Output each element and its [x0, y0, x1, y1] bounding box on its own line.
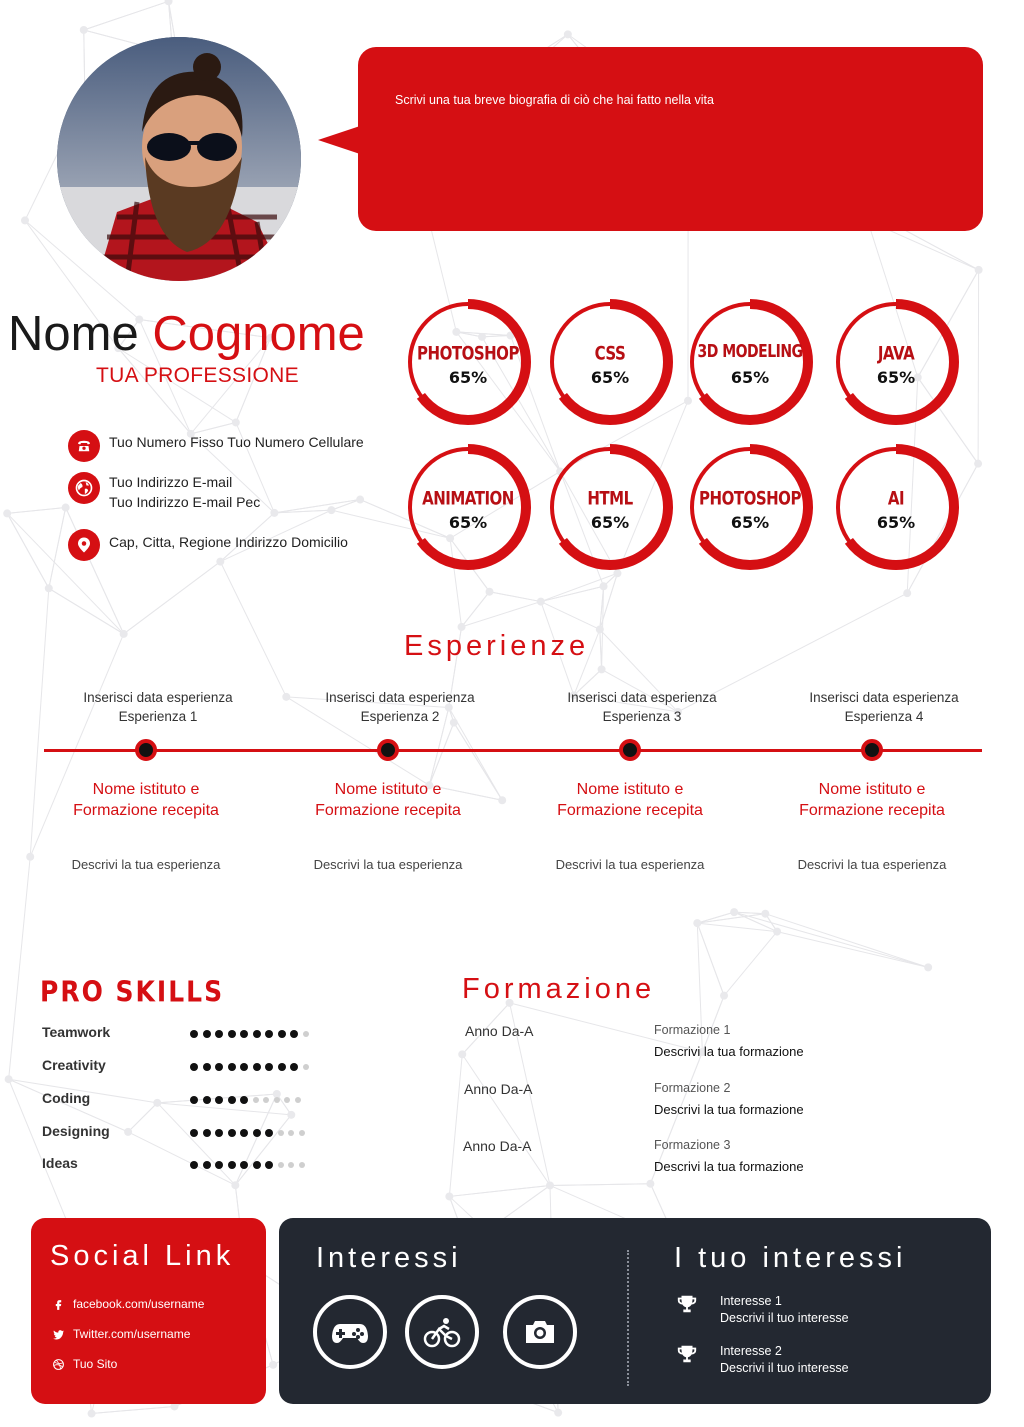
rating-dot-filled [228, 1030, 236, 1038]
timeline-dot [377, 739, 399, 761]
skill-ring [832, 298, 960, 426]
experience-institute: Nome istituto e [334, 781, 442, 798]
rating-dot-empty [278, 1162, 284, 1168]
skill-ring-percent: 65% [590, 368, 630, 387]
experience-training: Formazione recepita [315, 802, 461, 819]
rating-dot-filled [190, 1161, 198, 1169]
social-title: Social Link [50, 1240, 235, 1272]
rating-dot-empty [295, 1097, 301, 1103]
rating-dot-filled [215, 1129, 223, 1137]
experience-institute: Nome istituto e [92, 781, 200, 798]
bicycle-icon [405, 1295, 479, 1369]
rating-dot-filled [253, 1063, 261, 1071]
rating-dot-filled [203, 1096, 211, 1104]
address-text: Cap, Citta, Regione Indirizzo Domicilio [109, 534, 348, 550]
skill-ring-percent: 65% [448, 368, 488, 387]
experience-date: Inserisci data esperienza [809, 690, 959, 705]
email-text-1: Tuo Indirizzo E-mail [109, 474, 233, 490]
rating-dot-empty [253, 1097, 259, 1103]
rating-dot-filled [265, 1161, 273, 1169]
rating-dot-filled [190, 1096, 198, 1104]
skill-ring [404, 298, 532, 426]
skill-ring-percent: 65% [730, 368, 770, 387]
rating-dot-empty [288, 1130, 294, 1136]
rating-dot-filled [215, 1030, 223, 1038]
skill-ring-label: ANIMATION [422, 486, 514, 510]
rating-dot-filled [203, 1063, 211, 1071]
rating-dot-filled [203, 1161, 211, 1169]
skill-ring-label: 3D MODELING [697, 342, 803, 362]
interest-desc: Descrivi il tuo interesse [720, 1311, 849, 1325]
social-link-text: Tuo Sito [73, 1357, 118, 1371]
rating-dot-empty [263, 1097, 269, 1103]
education-years: Anno Da-A [463, 1138, 532, 1154]
pro-skill-rating [190, 1161, 305, 1169]
facebook-icon [52, 1298, 65, 1311]
experience-training: Formazione recepita [73, 802, 219, 819]
rating-dot-empty [299, 1162, 305, 1168]
skill-ring-percent: 65% [590, 513, 630, 532]
rating-dot-filled [290, 1063, 298, 1071]
location-pin-icon [68, 529, 100, 561]
timeline-line [44, 749, 982, 752]
rating-dot-empty [274, 1097, 280, 1103]
rating-dot-filled [265, 1030, 273, 1038]
last-name: Cognome [152, 307, 365, 361]
full-name [8, 306, 365, 362]
skill-ring-label: PHOTOSHOP [699, 486, 801, 510]
experience-name: Esperienza 3 [602, 709, 682, 724]
experience-date: Inserisci data esperienza [83, 690, 233, 705]
skill-ring-percent: 65% [876, 513, 916, 532]
skill-ring [546, 443, 674, 571]
skill-ring-percent: 65% [876, 368, 916, 387]
bio-bubble [358, 47, 983, 231]
social-link-text: facebook.com/username [73, 1297, 205, 1311]
twitter-icon [52, 1328, 65, 1341]
gamepad-icon [313, 1295, 387, 1369]
rating-dot-empty [288, 1162, 294, 1168]
skill-ring-percent: 65% [730, 513, 770, 532]
rating-dot-empty [284, 1097, 290, 1103]
rating-dot-filled [190, 1063, 198, 1071]
rating-dot-filled [240, 1030, 248, 1038]
rating-dot-empty [299, 1130, 305, 1136]
rating-dot-filled [253, 1129, 261, 1137]
interest-item [676, 1293, 849, 1327]
education-name: Formazione 3 [654, 1138, 731, 1152]
social-link-text: Twitter.com/username [73, 1327, 191, 1341]
experience-date: Inserisci data esperienza [567, 690, 717, 705]
pro-skills-title: PRO SKILLS [40, 975, 225, 1009]
email-text-2: Tuo Indirizzo E-mail Pec [109, 494, 261, 510]
rating-dot-filled [228, 1161, 236, 1169]
pro-skill-rating [190, 1129, 305, 1137]
social-link-twitter[interactable] [52, 1327, 190, 1341]
education-years: Anno Da-A [464, 1081, 533, 1097]
experience-name: Esperienza 1 [118, 709, 198, 724]
bio-text: Scrivi una tua breve biografia di ciò che hai fatto nella vita [395, 93, 714, 107]
experience-description: Descrivi la tua esperienza [71, 857, 221, 872]
rating-dot-filled [265, 1063, 273, 1071]
experience-training: Formazione recepita [799, 802, 945, 819]
pro-skill-rating [190, 1063, 309, 1071]
rating-dot-filled [215, 1063, 223, 1071]
first-name: Nome [8, 307, 139, 361]
timeline-dot [135, 739, 157, 761]
experience-title: Esperienze [404, 630, 590, 662]
rating-dot-filled [240, 1096, 248, 1104]
social-link-facebook[interactable] [52, 1297, 204, 1311]
pro-skill-name: Coding [42, 1090, 91, 1106]
pro-skill-rating [190, 1030, 309, 1038]
trophy-icon [676, 1293, 698, 1315]
education-description: Descrivi la tua formazione [654, 1159, 804, 1174]
skill-ring-label: AI [887, 486, 905, 510]
rating-dot-filled [240, 1063, 248, 1071]
profile-photo [57, 37, 301, 281]
rating-dot-filled [203, 1030, 211, 1038]
education-name: Formazione 1 [654, 1023, 731, 1037]
profession: TUA PROFESSIONE [96, 364, 299, 387]
pro-skill-name: Ideas [42, 1155, 78, 1171]
skill-ring-label: CSS [594, 341, 626, 365]
pro-skill-name: Creativity [42, 1057, 106, 1073]
education-title: Formazione [462, 973, 656, 1005]
interests-title: Interessi [316, 1242, 462, 1274]
experience-name: Esperienza 2 [360, 709, 440, 724]
experience-date: Inserisci data esperienza [325, 690, 475, 705]
pro-skill-name: Designing [42, 1123, 110, 1139]
skill-ring-label: JAVA [877, 341, 915, 365]
education-years: Anno Da-A [465, 1023, 534, 1039]
rating-dot-filled [190, 1030, 198, 1038]
rating-dot-filled [215, 1161, 223, 1169]
interest-item [676, 1343, 849, 1377]
interest-title: Interesse 1 [720, 1294, 782, 1308]
rating-dot-filled [203, 1129, 211, 1137]
skill-ring-percent: 65% [448, 513, 488, 532]
rating-dot-filled [290, 1030, 298, 1038]
camera-icon [503, 1295, 577, 1369]
skill-ring [832, 443, 960, 571]
skill-ring [546, 298, 674, 426]
rating-dot-filled [228, 1063, 236, 1071]
education-description: Descrivi la tua formazione [654, 1044, 804, 1059]
skill-ring [686, 298, 814, 426]
interest-desc: Descrivi il tuo interesse [720, 1361, 849, 1375]
rating-dot-filled [278, 1063, 286, 1071]
rating-dot-filled [265, 1129, 273, 1137]
pro-skill-name: Teamwork [42, 1024, 111, 1040]
bio-bubble-tail [318, 126, 360, 154]
experience-description: Descrivi la tua esperienza [797, 857, 947, 872]
skill-ring [686, 443, 814, 571]
phone-icon [68, 430, 100, 462]
interest-title: Interesse 2 [720, 1344, 782, 1358]
education-name: Formazione 2 [654, 1081, 731, 1095]
experience-name: Esperienza 4 [844, 709, 924, 724]
interests-list-title: I tuo interessi [674, 1242, 907, 1274]
panel-divider [627, 1250, 629, 1386]
phone-text: Tuo Numero Fisso Tuo Numero Cellulare [109, 434, 364, 450]
timeline-dot [619, 739, 641, 761]
skill-ring-label: HTML [587, 486, 633, 510]
rating-dot-filled [240, 1161, 248, 1169]
rating-dot-filled [240, 1129, 248, 1137]
experience-training: Formazione recepita [557, 802, 703, 819]
rating-dot-filled [190, 1129, 198, 1137]
experience-description: Descrivi la tua esperienza [555, 857, 705, 872]
timeline-dot [861, 739, 883, 761]
rating-dot-empty [303, 1031, 309, 1037]
pro-skill-rating [190, 1096, 301, 1104]
education-description: Descrivi la tua formazione [654, 1102, 804, 1117]
skill-ring-label: PHOTOSHOP [417, 341, 519, 365]
rating-dot-filled [278, 1030, 286, 1038]
experience-description: Descrivi la tua esperienza [313, 857, 463, 872]
dribbble-icon [52, 1358, 65, 1371]
rating-dot-filled [228, 1129, 236, 1137]
rating-dot-empty [278, 1130, 284, 1136]
social-link-website[interactable] [52, 1357, 117, 1371]
rating-dot-empty [303, 1064, 309, 1070]
skill-ring [404, 443, 532, 571]
trophy-icon [676, 1343, 698, 1365]
experience-institute: Nome istituto e [576, 781, 684, 798]
globe-icon [68, 472, 100, 504]
rating-dot-filled [215, 1096, 223, 1104]
rating-dot-filled [228, 1096, 236, 1104]
rating-dot-filled [253, 1161, 261, 1169]
experience-institute: Nome istituto e [818, 781, 926, 798]
rating-dot-filled [253, 1030, 261, 1038]
